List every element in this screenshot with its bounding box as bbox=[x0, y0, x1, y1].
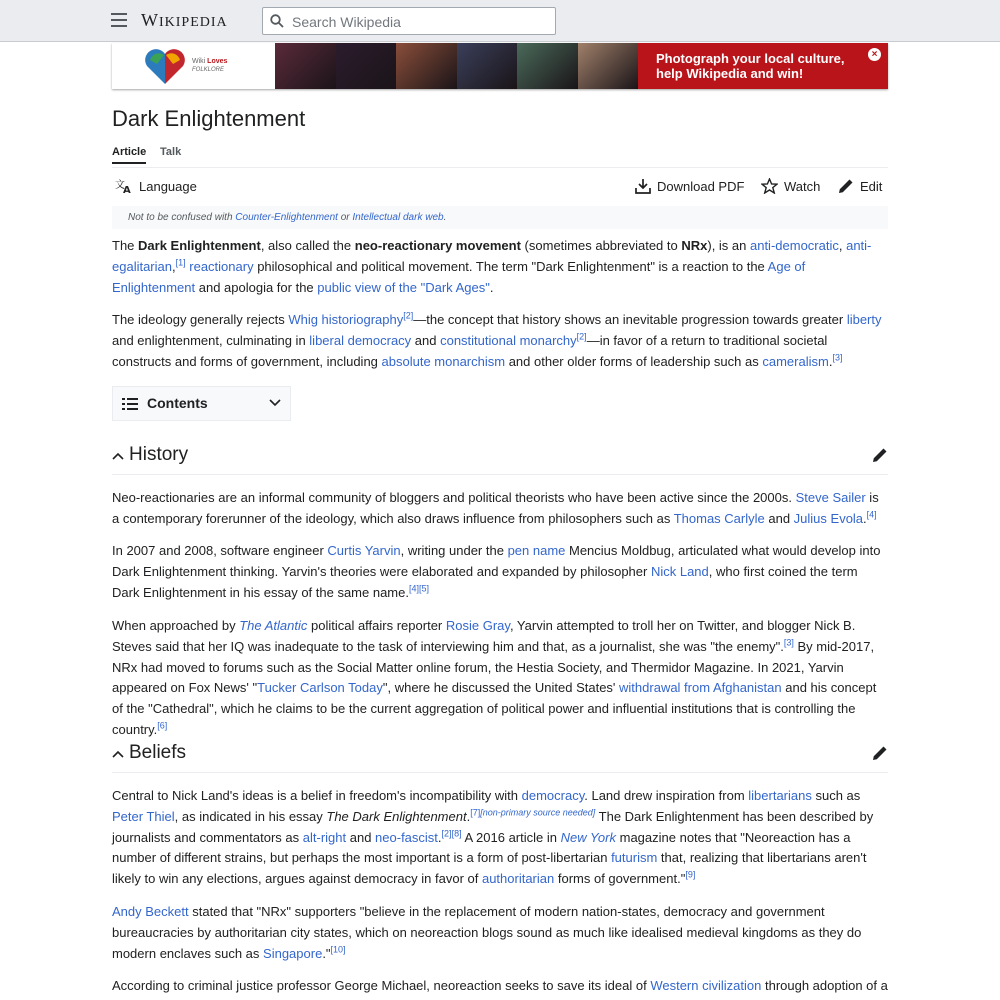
section-heading-beliefs bbox=[112, 736, 888, 773]
citation-link[interactable]: [2] bbox=[576, 331, 587, 342]
edit-section-pencil-icon[interactable] bbox=[872, 745, 888, 761]
header-bar bbox=[0, 0, 1000, 42]
intro-paragraph-2 bbox=[112, 310, 888, 372]
banner-photo bbox=[457, 43, 518, 89]
main-menu-icon[interactable] bbox=[111, 13, 127, 27]
list-icon bbox=[122, 397, 138, 411]
history-paragraph-3 bbox=[112, 616, 888, 741]
logo-text-loves: Loves bbox=[207, 58, 228, 65]
citation-link[interactable]: [4] bbox=[408, 583, 419, 594]
text-run: , Yarvin attempted to troll her on Twitter, and blogger Nick B. Steves said that her IQ was inadequate to the task of interviewing him and that, as a journalist, she was "the enemy". bbox=[112, 618, 856, 654]
wiki-link[interactable]: liberal democracy bbox=[309, 332, 412, 348]
tab-talk[interactable]: Talk bbox=[160, 146, 182, 158]
text-run: ." bbox=[322, 945, 331, 961]
logo-text-folklore: FOLKLORE bbox=[192, 67, 225, 73]
citation-link[interactable]: [2] bbox=[403, 310, 414, 321]
text-run: (sometimes abbreviated to bbox=[520, 238, 682, 253]
wiki-link[interactable]: anti-egalitarian bbox=[112, 238, 872, 274]
history-paragraph-1 bbox=[112, 488, 888, 530]
wiki-link[interactable]: democracy bbox=[521, 788, 585, 803]
text-run: ", where he discussed the United States' bbox=[382, 680, 620, 696]
banner-photo bbox=[275, 43, 336, 89]
citation-link[interactable]: [7] bbox=[470, 807, 481, 818]
bold-term: neo-reactionary movement bbox=[354, 238, 521, 253]
italic-title: The Dark Enlightenment bbox=[326, 808, 467, 824]
text-run: The ideology generally rejects bbox=[112, 312, 289, 327]
wiki-link[interactable]: cameralism bbox=[762, 353, 829, 369]
text-run: The Dark Enlightenment has been described by journalists and commentators as bbox=[112, 808, 874, 845]
hatnote-box bbox=[112, 206, 888, 229]
citation-link[interactable]: [3] bbox=[783, 637, 794, 648]
text-run: and his concept of the "Cathedral", which he claims to be the current aggregation of political power and influential institutions that is controlling the country. bbox=[112, 680, 877, 737]
beliefs-heading: Beliefs bbox=[129, 742, 187, 763]
logo-text-wiki: Wiki bbox=[192, 58, 206, 65]
banner-photo bbox=[336, 43, 397, 89]
text-run: , who first coined the term Dark Enlightenment in his essay of the same name. bbox=[112, 563, 858, 600]
text-run: is a contemporary forerunner of the ideology, which also draws influence from philosophers such as bbox=[112, 490, 879, 526]
text-run: —the concept that history shows an inevitable progression towards greater bbox=[413, 312, 847, 327]
wiki-link[interactable]: Julius Evola bbox=[793, 510, 864, 526]
contents-toggle[interactable] bbox=[112, 386, 291, 421]
text-run: . bbox=[466, 808, 471, 824]
text-run: and enlightenment, culminating in bbox=[112, 332, 310, 348]
page-title: Dark Enlightenment bbox=[112, 106, 306, 131]
text-run: Mencius Moldbug, articulated what would develop into Dark Enlightenment thinking. Yarvin's theories were elaborated and expanded by philosopher bbox=[112, 543, 881, 579]
language-button[interactable] bbox=[115, 178, 197, 194]
text-run: philosophical and political movement. The term "Dark Enlightenment" is a reaction to the bbox=[253, 258, 768, 274]
text-run: Central to Nick Land's ideas is a belief in freedom's incompatibility with bbox=[112, 788, 522, 803]
wiki-link[interactable]: anti-democratic bbox=[749, 238, 839, 253]
text-run: magazine notes that "Neoreaction has a number of different strains, but perhaps the most important is a form of post-libertarian bbox=[112, 829, 851, 866]
wiki-link[interactable]: Peter Thiel bbox=[112, 808, 175, 824]
campaign-banner[interactable] bbox=[112, 43, 888, 89]
text-run: According to criminal justice professor George Michael, neoreaction seeks to save its ideal of bbox=[112, 978, 651, 993]
hatnote bbox=[128, 212, 446, 223]
history-paragraph-2 bbox=[112, 541, 888, 603]
intro-paragraph-1 bbox=[112, 236, 888, 298]
text-run: political affairs reporter bbox=[307, 618, 446, 633]
download-pdf-button[interactable] bbox=[635, 178, 744, 194]
wiki-link[interactable]: Singapore bbox=[263, 945, 323, 961]
hatnote-link-intellectual-dark-web[interactable]: Intellectual dark web bbox=[352, 212, 444, 223]
text-run: . bbox=[828, 353, 833, 369]
citation-link[interactable]: [4] bbox=[866, 509, 877, 520]
wiki-link[interactable]: pen name bbox=[507, 543, 566, 558]
wiki-link[interactable]: New York bbox=[560, 829, 616, 845]
text-run: and bbox=[764, 510, 794, 526]
svg-text:文: 文 bbox=[115, 180, 125, 191]
wiki-link[interactable]: libertarians bbox=[748, 788, 812, 803]
text-run: through adoption of a bbox=[761, 978, 888, 993]
hatnote-end: . bbox=[443, 212, 447, 223]
wiki-link[interactable]: constitutional monarchy bbox=[440, 332, 577, 348]
wiki-link[interactable]: Steve Sailer bbox=[795, 490, 866, 505]
wiki-link[interactable]: liberty bbox=[846, 312, 882, 327]
wikipedia-wordmark[interactable]: WIKIPEDIA bbox=[141, 10, 228, 30]
text-run: Neo-reactionaries are an informal community of bloggers and political theorists who have been active since the 2000s. bbox=[112, 490, 796, 505]
citation-link[interactable]: [6] bbox=[157, 720, 168, 731]
wiki-link[interactable]: withdrawal from Afghanistan bbox=[619, 680, 782, 696]
banner-photo bbox=[396, 43, 457, 89]
wiki-link[interactable]: neo-fascist bbox=[375, 829, 438, 845]
wiki-link[interactable]: Rosie Gray bbox=[445, 618, 510, 633]
translate-icon bbox=[115, 178, 133, 194]
citation-link[interactable]: [9] bbox=[685, 869, 696, 880]
text-run: . Land drew inspiration from bbox=[584, 788, 749, 803]
chevron-up-icon[interactable] bbox=[112, 452, 124, 460]
text-run: . bbox=[863, 510, 867, 526]
text-run: In 2007 and 2008, software engineer bbox=[112, 543, 328, 558]
citation-link[interactable]: [2] bbox=[441, 828, 452, 839]
banner-photo bbox=[517, 43, 578, 89]
citation-link[interactable]: [3] bbox=[832, 352, 843, 363]
edit-section-pencil-icon[interactable] bbox=[872, 447, 888, 463]
text-run: , also called the bbox=[260, 238, 355, 253]
wiki-link[interactable]: alt-right bbox=[302, 829, 347, 845]
text-run: . bbox=[437, 829, 442, 845]
download-icon bbox=[635, 178, 651, 194]
wiki-link[interactable]: reactionary bbox=[189, 258, 254, 274]
text-run: —in favor of a return to traditional societal constructs and forms of government, including bbox=[112, 332, 828, 369]
wiki-link[interactable]: Age of Enlightenment bbox=[112, 258, 806, 295]
text-run: , writing under the bbox=[400, 543, 508, 558]
wiki-link[interactable]: authoritarian bbox=[481, 871, 555, 887]
wiki-link[interactable]: Nick Land bbox=[650, 563, 709, 579]
wiki-link[interactable]: Whig historiography bbox=[288, 312, 404, 327]
pencil-icon bbox=[838, 178, 854, 194]
search-input[interactable] bbox=[290, 11, 554, 33]
wiki-link[interactable]: public view of the "Dark Ages" bbox=[317, 279, 490, 295]
text-run: and bbox=[411, 332, 441, 348]
history-heading: History bbox=[129, 444, 189, 465]
beliefs-paragraph-1 bbox=[112, 786, 888, 890]
section-heading-history bbox=[112, 438, 888, 475]
tab-article[interactable]: Article bbox=[112, 146, 146, 164]
text-run: When approached by bbox=[112, 618, 240, 633]
wiki-link[interactable]: Tucker Carlson Today bbox=[257, 680, 383, 696]
text-run: and apologia for the bbox=[195, 279, 318, 295]
close-banner-icon[interactable]: × bbox=[868, 48, 881, 61]
language-label: Language bbox=[139, 178, 197, 194]
text-run: A 2016 article in bbox=[461, 829, 561, 845]
text-run: ), is an bbox=[707, 238, 750, 253]
text-run: such as bbox=[811, 788, 861, 803]
text-run: forms of government." bbox=[554, 871, 686, 887]
wiki-link[interactable]: Curtis Yarvin bbox=[327, 543, 401, 558]
chevron-down-icon bbox=[269, 399, 281, 407]
wiki-link[interactable]: Thomas Carlyle bbox=[673, 510, 765, 526]
beliefs-paragraph-2 bbox=[112, 902, 888, 964]
watch-button[interactable] bbox=[761, 178, 820, 194]
edit-button[interactable] bbox=[838, 178, 882, 194]
hatnote-mid: or bbox=[337, 212, 353, 223]
text-run: and bbox=[346, 829, 376, 845]
bold-term: Dark Enlightenment bbox=[138, 238, 261, 253]
text-run: , bbox=[172, 258, 176, 274]
star-icon bbox=[761, 178, 778, 194]
search-box[interactable] bbox=[262, 7, 556, 35]
citation-link[interactable]: [8] bbox=[451, 828, 462, 839]
text-run: , bbox=[838, 238, 847, 253]
text-run: stated that "NRx" supporters "believe in the replacement of modern nation-states, democracy and government bureaucracies by authoritarian city states, which on neoreaction blogs sound as much like idealised medieval kingdoms as they do modern enclaves such as bbox=[112, 904, 862, 961]
text-run: , as indicated in his essay bbox=[174, 808, 327, 824]
text-run: . bbox=[489, 279, 494, 295]
banner-message[interactable]: Photograph your local culture, help Wikipedia and win! bbox=[656, 51, 845, 81]
text-run: that, realizing that libertarians aren't likely to win any elections, argues against democracy in favor of bbox=[112, 850, 867, 887]
citation-link[interactable]: [10] bbox=[330, 944, 346, 955]
citation-link[interactable]: [5] bbox=[419, 583, 430, 594]
hatnote-link-counter-enlightenment[interactable]: Counter-Enlightenment bbox=[235, 212, 338, 223]
edit-label: Edit bbox=[860, 178, 883, 194]
text-run: The bbox=[112, 238, 139, 253]
wiki-link[interactable]: futurism bbox=[611, 850, 658, 866]
citation-link[interactable]: [1] bbox=[175, 257, 186, 268]
hatnote-prefix: Not to be confused with bbox=[128, 212, 236, 223]
wiki-link[interactable]: absolute monarchism bbox=[381, 353, 506, 369]
search-icon bbox=[270, 14, 284, 28]
watch-label: Watch bbox=[784, 178, 821, 194]
banner-photo bbox=[578, 43, 639, 89]
wiki-loves-folklore-logo bbox=[112, 43, 275, 89]
svg-text:A: A bbox=[123, 185, 131, 194]
text-run: By mid-2017, NRx had moved to forums such as the Social Matter online forum, the Hestia Society, and Thermidor Magazine. In 2021, Yarvin appeared on Fox News' " bbox=[112, 638, 875, 696]
download-pdf-label: Download PDF bbox=[657, 178, 745, 194]
text-run: and other older forms of leadership such as bbox=[505, 353, 763, 369]
bold-term: NRx bbox=[681, 238, 708, 253]
wiki-link[interactable]: Western civilization bbox=[650, 978, 762, 993]
namespace-tabs bbox=[112, 146, 888, 168]
heart-puzzle-icon bbox=[142, 46, 188, 86]
wiki-link[interactable]: The Atlantic bbox=[239, 618, 308, 633]
page-toolbar bbox=[112, 170, 888, 207]
citation-link[interactable]: [non-primary source needed] bbox=[480, 807, 596, 818]
wiki-link[interactable]: Andy Beckett bbox=[112, 904, 189, 919]
contents-label: Contents bbox=[147, 395, 208, 411]
beliefs-paragraph-3 bbox=[112, 976, 888, 997]
banner-photo-strip bbox=[275, 43, 638, 89]
chevron-up-icon[interactable] bbox=[112, 750, 124, 758]
